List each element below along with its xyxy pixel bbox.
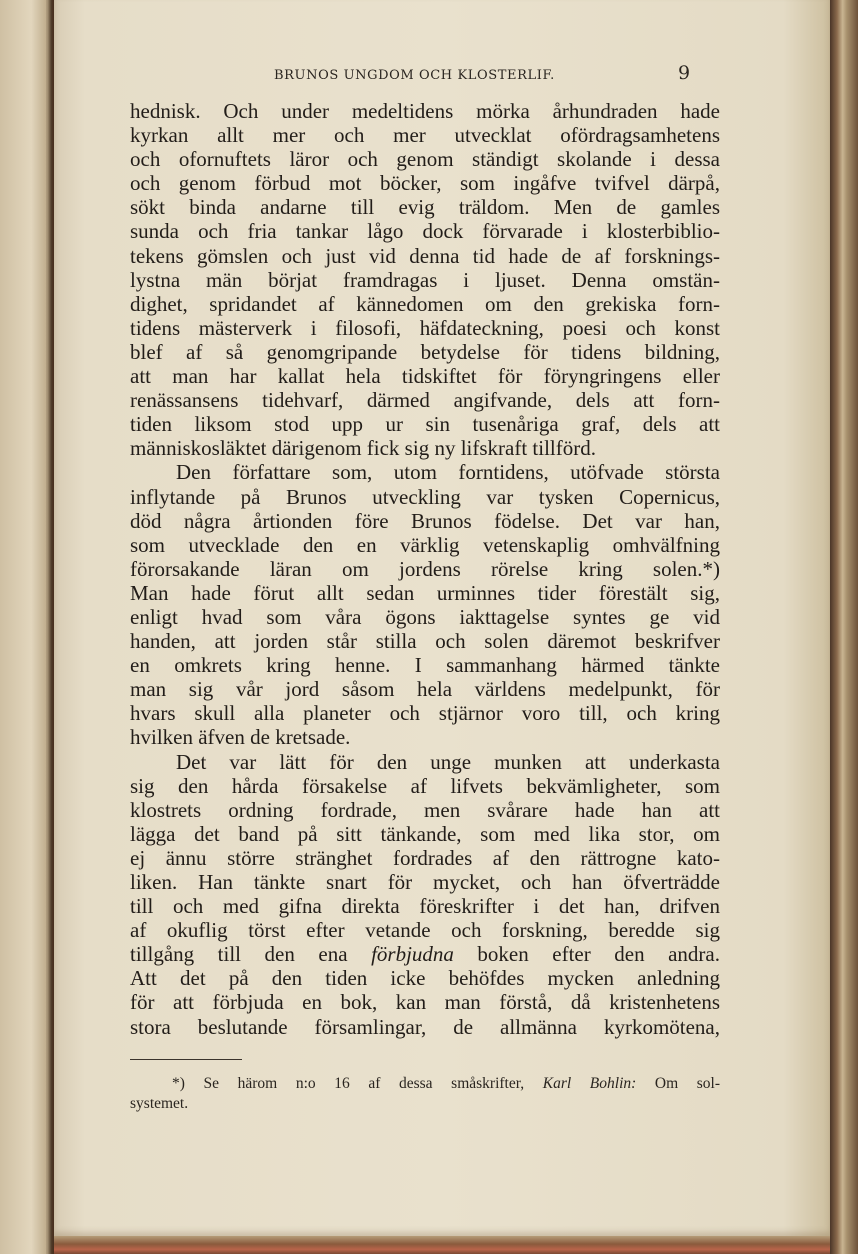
text-line: hednisk. Och under medeltidens mörka århundraden hade (130, 99, 720, 123)
text-line: liken. Han tänkte snart för mycket, och han öfverträdde (130, 870, 720, 894)
italic-word: förbjudna (371, 942, 454, 967)
text-fragment: Om sol- (636, 1075, 721, 1092)
running-head (130, 62, 720, 86)
italic-author: Karl Bohlin: (542, 1075, 637, 1092)
text-line: stora beslutande församlingar, de allmänna kyrkomötena, (130, 1014, 720, 1039)
text-line: Att det på den tiden icke behöfdes mycken anledning (130, 966, 720, 991)
footnote-line (130, 1074, 720, 1094)
text-line: dighet, spridandet af kännedomen om den grekiska forn- (130, 291, 720, 316)
text-line: ej ännu större stränghet fordrades af den rättrogne kato- (130, 845, 720, 870)
text-line: till och med gifna direkta föreskrifter i det han, drifven (130, 894, 720, 919)
text-line: renässansens tidehvarf, därmed angifvande, dels att forn- (130, 388, 720, 413)
text-line: som utvecklade den en värklig vetenskaplig omhvälfning (130, 532, 720, 557)
text-line: sökt binda andarne till evig träldom. Men de gamles (130, 195, 720, 220)
text-line: död några årtionden före Brunos födelse. Det var han, (130, 508, 720, 533)
text-line: enligt hvad som våra ögons iakttagelse syntes ge vid (130, 604, 720, 629)
text-line: sig den hårda försakelse af lifvets bekvämligheter, som (130, 773, 720, 798)
text-fragment: *) Se härom n:o 16 af dessa småskrifter, (172, 1075, 543, 1092)
facing-page-edge (0, 0, 52, 1254)
text-line: blef af så genomgripande betydelse för tidens bildning, (130, 339, 720, 364)
text-line: Den författare som, utom forntidens, utöfvade största (176, 460, 720, 485)
text-line: lystna män börjat framdragas i ljuset. Denna omstän- (130, 267, 720, 292)
text-line: handen, att jorden står stilla och solen däremot beskrifver (130, 629, 720, 654)
text-fragment: tillgång till den ena (130, 942, 372, 967)
text-line: tidens mästerverk i filosofi, häfdateckning, poesi och konst (130, 315, 720, 340)
footnote-line: systemet. (130, 1095, 189, 1112)
text-line: att man har kallat hela tidskiftet för föryngringens eller (130, 364, 720, 389)
gutter-shadow (46, 0, 54, 1254)
text-line: och ofornuftets läror och genom ständigt skolande i dessa (130, 147, 720, 172)
text-line: Man hade förut allt sedan urminnes tider förestält sig, (130, 580, 720, 605)
text-line: människosläktet därigenom fick sig ny lifskraft tillförd. (130, 436, 596, 461)
text-line: hvilken äfven de kretsade. (130, 725, 351, 750)
text-line: lägga det band på sitt tänkande, som med lika stor, om (130, 821, 720, 846)
text-line: en omkrets kring henne. I sammanhang härmed tänkte (130, 653, 720, 678)
text-line: klostrets ordning fordrade, men svårare hade han att (130, 797, 720, 822)
page-number: 9 (678, 62, 691, 84)
text-line: och genom förbud mot böcker, som ingåfve tvifvel därpå, (130, 171, 720, 196)
text-line: hvars skull alla planeter och stjärnor voro till, och kring (130, 701, 720, 726)
text-line: man sig vår jord såsom hela världens medelpunkt, för (130, 677, 720, 702)
text-line: sunda och fria tankar lågo dock förvarade i klosterbiblio- (130, 219, 720, 244)
text-fragment: boken efter den andra. (453, 942, 720, 967)
running-title: BRUNOS UNGDOM OCH KLOSTERLIF. (274, 68, 555, 83)
text-line: förorsakande läran om jordens rörelse kring solen.*) (130, 556, 720, 581)
text-line: kyrkan allt mer och mer utvecklat ofördragsamhetens (130, 123, 720, 148)
text-line: tiden liksom stod upp ur sin tusenåriga graf, dels att (130, 412, 720, 437)
footnote-divider (130, 1059, 242, 1060)
body-text (130, 99, 720, 1039)
text-line: tekens gömslen och just vid denna tid hade de af forsknings- (130, 243, 720, 268)
text-line: af okuflig törst efter vetande och forskning, beredde sig (130, 918, 720, 943)
book-bottom-edge (54, 1236, 830, 1254)
text-line: Det var lätt för den unge munken att underkasta (176, 749, 720, 774)
text-line (130, 942, 720, 966)
book-cover-edge (830, 0, 858, 1254)
text-line: för att förbjuda en bok, kan man förstå, då kristenhetens (130, 990, 720, 1015)
text-line: inflytande på Brunos utveckling var tysken Copernicus, (130, 484, 720, 509)
footnote (130, 1074, 720, 1114)
